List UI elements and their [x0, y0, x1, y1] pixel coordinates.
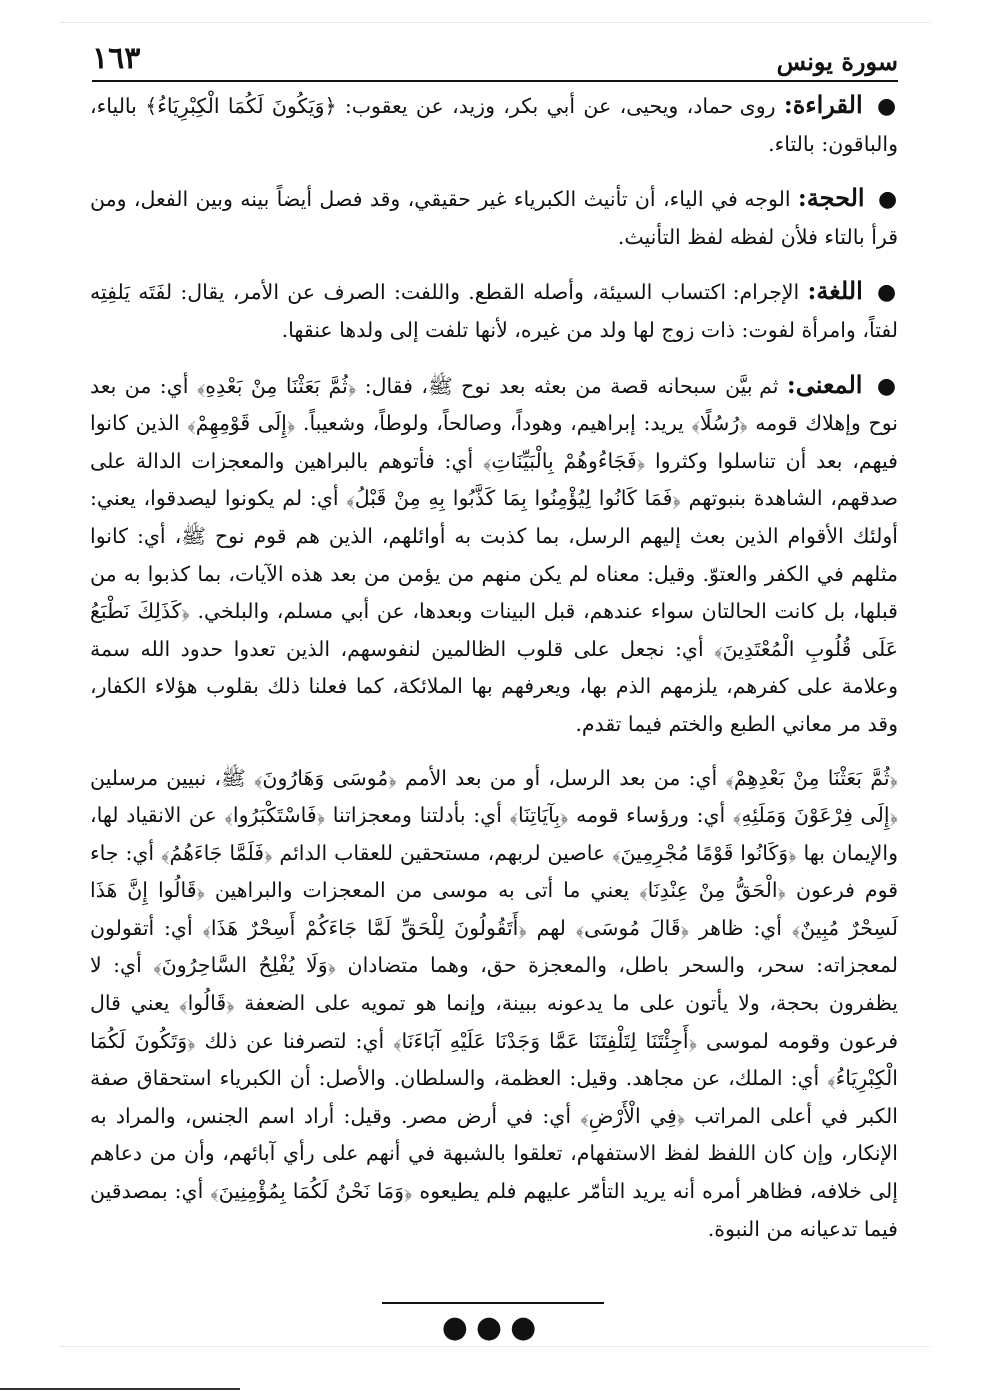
section-musa-harun	[90, 760, 898, 1249]
section-hujja	[90, 179, 898, 256]
scan-margin-bottom	[60, 1346, 930, 1359]
section-lugha	[90, 272, 898, 349]
end-of-section-mark: ●●●	[382, 1302, 604, 1348]
page-header	[92, 30, 898, 82]
bullet-icon: ●	[877, 187, 898, 213]
scan-edge-line	[0, 1388, 240, 1390]
section-text: الوجه في الياء، أن تأنيث الكبرياء غير حقيقي، وقد فصل أيضاً بينه وبين الفعل، ومن قرأ بالتاء فلأن لفظه لفظ التأنيث.	[90, 187, 898, 249]
page-number: ١٦٣	[92, 41, 141, 76]
section-text: ﴿ثُمَّ بَعَثْنَا مِنْ بَعْدِهِمْ﴾ أي: من بعد الرسل، أو من بعد الأمم ﴿مُوسَى وَهَارُونَ﴾ ﷺ، نبيين مرسلين ﴿إِلَى فِرْعَوْنَ وَمَلَئِهِ﴾ أي: ورؤساء قومه ﴿بِآيَاتِنَا﴾ أي: بأدلتنا ومعجزاتنا ﴿فَاسْتَكْبَرُوا﴾ عن الانقياد لها، والإيمان بها ﴿وَكَانُوا قَوْمًا مُجْرِمِينَ﴾ عاصين لربهم، مستحقين للعقاب الدائم ﴿فَلَمَّا جَاءَهُمُ﴾ أي: جاء قوم فرعون ﴿الْحَقُّ مِنْ عِنْدِنَا﴾ يعني ما أتى به موسى من المعجزات والبراهين ﴿قَالُوا إِنَّ هَذَا لَسِحْرٌ مُبِينٌ﴾ أي: ظاهر ﴿قَالَ مُوسَى﴾ لهم ﴿أَتَقُولُونَ لِلْحَقِّ لَمَّا جَاءَكُمْ أَسِحْرٌ هَذَا﴾ أي: أتقولون لمعجزاته: سحر، والسحر باطل، والمعجزة حق، وهما متضادان ﴿وَلَا يُفْلِحُ السَّاحِرُونَ﴾ أي: لا يظفرون بحجة، ولا يأتون على ما يدعونه ببينة، وإنما هو تمويه على الضعفة ﴿قَالُوا﴾ يعني قال فرعون وقومه لموسى ﴿أَجِئْتَنَا لِتَلْفِتَنَا عَمَّا وَجَدْنَا عَلَيْهِ آبَاءَنَا﴾ أي: لتصرفنا عن ذلك ﴿وَتَكُونَ لَكُمَا الْكِبْرِيَاءُ﴾ أي: الملك، عن مجاهد. وقيل: العظمة، والسلطان. والأصل: أن الكبرياء استحقاق صفة الكبر في أعلى المراتب ﴿فِي الْأَرْضِ﴾ أي: في أرض مصر. وقيل: أراد اسم الجنس، والمراد به الإنكار، وإن كان اللفظ لفظ الاستفهام، تعلقوا بالشبهة في أنهم على رأي آبائهم، وأن من دعاهم إلى خلافه، فظاهر أمره أنه يريد التأمّر عليهم فلم يطيعوه ﴿وَمَا نَحْنُ لَكُمَا بِمُؤْمِنِينَ﴾ أي: بمصدقين فيما تدعيانه من النبوة.	[90, 765, 898, 1241]
section-label: المعنى:	[786, 369, 863, 399]
section-text: الإجرام: اكتساب السيئة، وأصله القطع. واللفت: الصرف عن الأمر، يقال: لفَتَه يَلفِتِه لفتاً، وامرأة لفوت: ذات زوج لها ولد من غيره، لأنها تلفت إلى ولدها عنقها.	[90, 280, 898, 342]
section-label: اللغة:	[807, 276, 863, 306]
section-label: الحجة:	[797, 183, 865, 213]
section-qiraa	[90, 86, 898, 163]
scan-margin-top	[60, 4, 930, 23]
bullet-icon: ●	[877, 280, 898, 306]
page-body	[90, 86, 898, 1264]
bullet-icon: ●	[876, 94, 898, 119]
section-maana	[90, 366, 898, 744]
section-text: روى حماد، ويحيى، عن أبي بكر، وزيد، عن يعقوب: ﴿وَيَكُونَ لَكُمَا الْكِبْرِيَاءُ﴾ بالياء، والباقون: بالتاء.	[90, 94, 898, 156]
surah-title: سورة يونس	[776, 47, 898, 76]
section-label: القراءة:	[783, 90, 863, 119]
section-text: ثم بيَّن سبحانه قصة من بعثه بعد نوح ﷺ، فقال: ﴿ثُمَّ بَعَثْنَا مِنْ بَعْدِهِ﴾ أي: من بعد نوح وإهلاك قومه ﴿رُسُلًا﴾ يريد: إبراهيم، وهوداً، وصالحاً، ولوطاً، وشعيباً. ﴿إِلَى قَوْمِهِمْ﴾ الذين كانوا فيهم، بعد أن تناسلوا وكثروا ﴿فَجَاءُوهُمْ بِالْبَيِّنَاتِ﴾ أي: فأتوهم بالبراهين والمعجزات الدالة على صدقهم، الشاهدة بنبوتهم ﴿فَمَا كَانُوا لِيُؤْمِنُوا بِمَا كَذَّبُوا بِهِ مِنْ قَبْلُ﴾ أي: لم يكونوا ليصدقوا، يعني: أولئك الأقوام الذين بعث إليهم الرسل، بما كذبت به أوائلهم، الذين هم قوم نوح ﷺ، أي: كانوا مثلهم في الكفر والعتوّ. وقيل: معناه لم يكن منهم من يؤمن من بعد هذه الآيات، بما كذبوا به من قبلها، بل كانت الحالتان سواء عندهم، قبل البينات وبعدها، عن أبي مسلم، والبلخي. ﴿كَذَلِكَ نَطْبَعُ عَلَى قُلُوبِ الْمُعْتَدِينَ﴾ أي: نجعل على قلوب الظالمين لنفوسهم، الذين تعدوا حدود الله سمة وعلامة على كفرهم، يلزمهم الذم بها، ويعرفهم بها الملائكة، كما فعلنا ذلك بقلوب هؤلاء الكفار، وقد مر معاني الطبع والختم فيما تقدم.	[90, 373, 898, 736]
bullet-icon: ●	[876, 373, 898, 399]
